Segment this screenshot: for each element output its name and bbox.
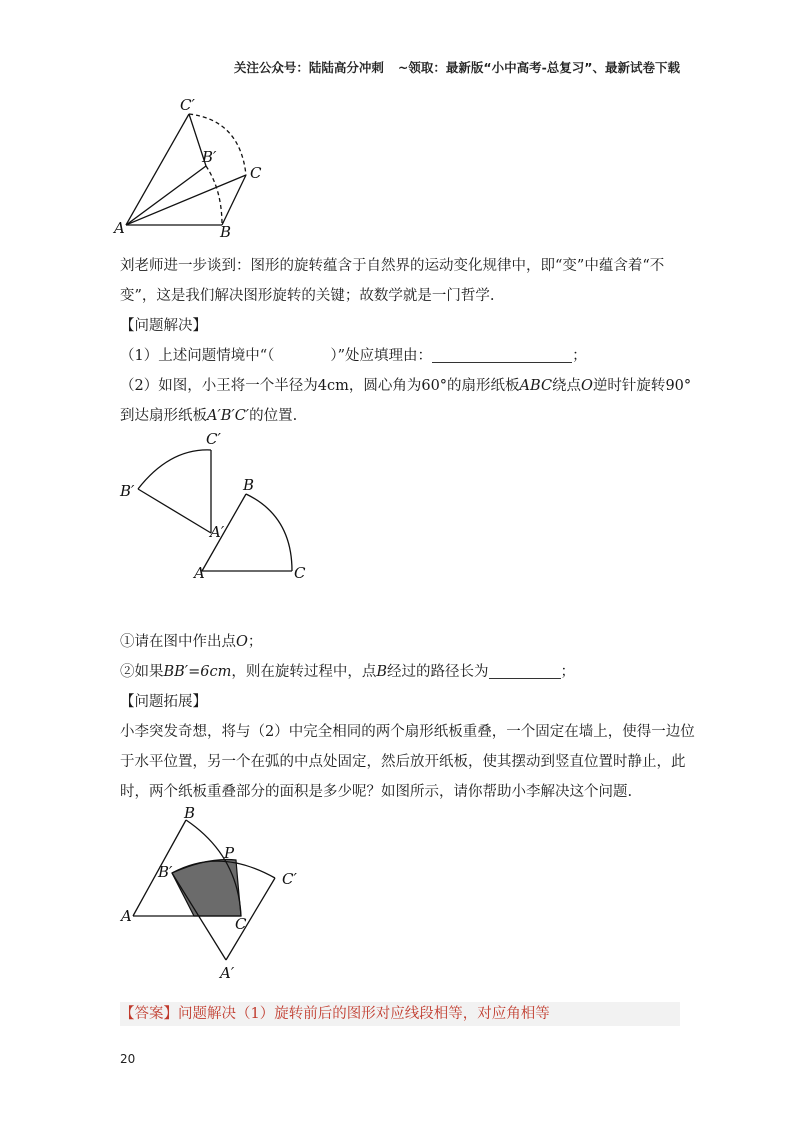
answer-blank-1[interactable] — [432, 346, 572, 363]
label-c: C — [250, 164, 262, 182]
label-a: A — [194, 564, 205, 582]
sub-question-1: ①请在图中作出点O； — [120, 634, 263, 650]
answer-blank-2[interactable] — [489, 662, 561, 679]
header-right: ~领取：最新版“小中高考-总复习”、最新试卷下载 — [397, 60, 680, 75]
text-line-2: 变”，这是我们解决图形旋转的关键；故数学就是一门哲学. — [120, 288, 495, 304]
answer-box — [120, 1002, 680, 1026]
section-problem-solving: 【问题解决】 — [120, 318, 207, 334]
text-line-1: 刘老师进一步谈到：图形的旋转蕴含于自然界的运动变化规律中，即“变”中蕴含着“不 — [120, 258, 665, 274]
label-c-prime: C′ — [206, 430, 221, 448]
label-b: B — [243, 476, 255, 494]
label-b: B — [184, 804, 196, 822]
figure-2-sectors — [110, 430, 330, 590]
page-number: 20 — [120, 1052, 136, 1066]
label-c-prime: C′ — [180, 96, 195, 114]
header-left: 关注公众号：陆陆高分冲刺 — [233, 60, 384, 75]
label-c: C — [294, 564, 306, 582]
label-p: P — [224, 844, 235, 862]
label-c: C — [235, 915, 247, 933]
label-a: A — [114, 219, 125, 237]
label-b-prime: B′ — [202, 148, 217, 166]
extension-line-3: 时，两个纸板重叠部分的面积是多少呢？如图所示，请你帮助小李解决这个问题. — [120, 784, 633, 800]
figure-3-overlap — [110, 805, 320, 990]
page-header — [234, 58, 680, 76]
question-2-line-2: 到达扇形纸板A′B′C′的位置. — [120, 408, 298, 424]
answer-tag: 【答案】 — [120, 1006, 178, 1022]
question-2-line-1: （2）如图，小王将一个半径为4cm，圆心角为60°的扇形纸板ABC绕点O逆时针旋转90° — [120, 378, 692, 394]
question-1: （1）上述问题情境中“（ ）”处应填理由： ； — [120, 348, 587, 364]
section-extension: 【问题拓展】 — [120, 694, 207, 710]
label-a: A — [121, 907, 132, 925]
label-b: B — [220, 223, 232, 241]
label-b-prime: B′ — [120, 482, 135, 500]
label-a-prime: A′ — [220, 964, 235, 982]
label-c-prime: C′ — [282, 870, 297, 888]
extension-line-2: 于水平位置，另一个在弧的中点处固定，然后放开纸板，使其摆动到竖直位置时静止，此 — [120, 754, 686, 770]
answer-body: 问题解决（1）旋转前后的图形对应线段相等，对应角相等 — [178, 1006, 550, 1022]
extension-line-1: 小李突发奇想，将与（2）中完全相同的两个扇形纸板重叠，一个固定在墙上，使得一边位 — [120, 724, 695, 740]
label-b-prime: B′ — [158, 863, 173, 881]
sub-question-2: ②如果BB′=6cm，则在旋转过程中，点B经过的路径长为 ； — [120, 664, 576, 680]
figure-1-rotation — [110, 90, 280, 240]
label-a-prime: A′ — [210, 523, 225, 541]
